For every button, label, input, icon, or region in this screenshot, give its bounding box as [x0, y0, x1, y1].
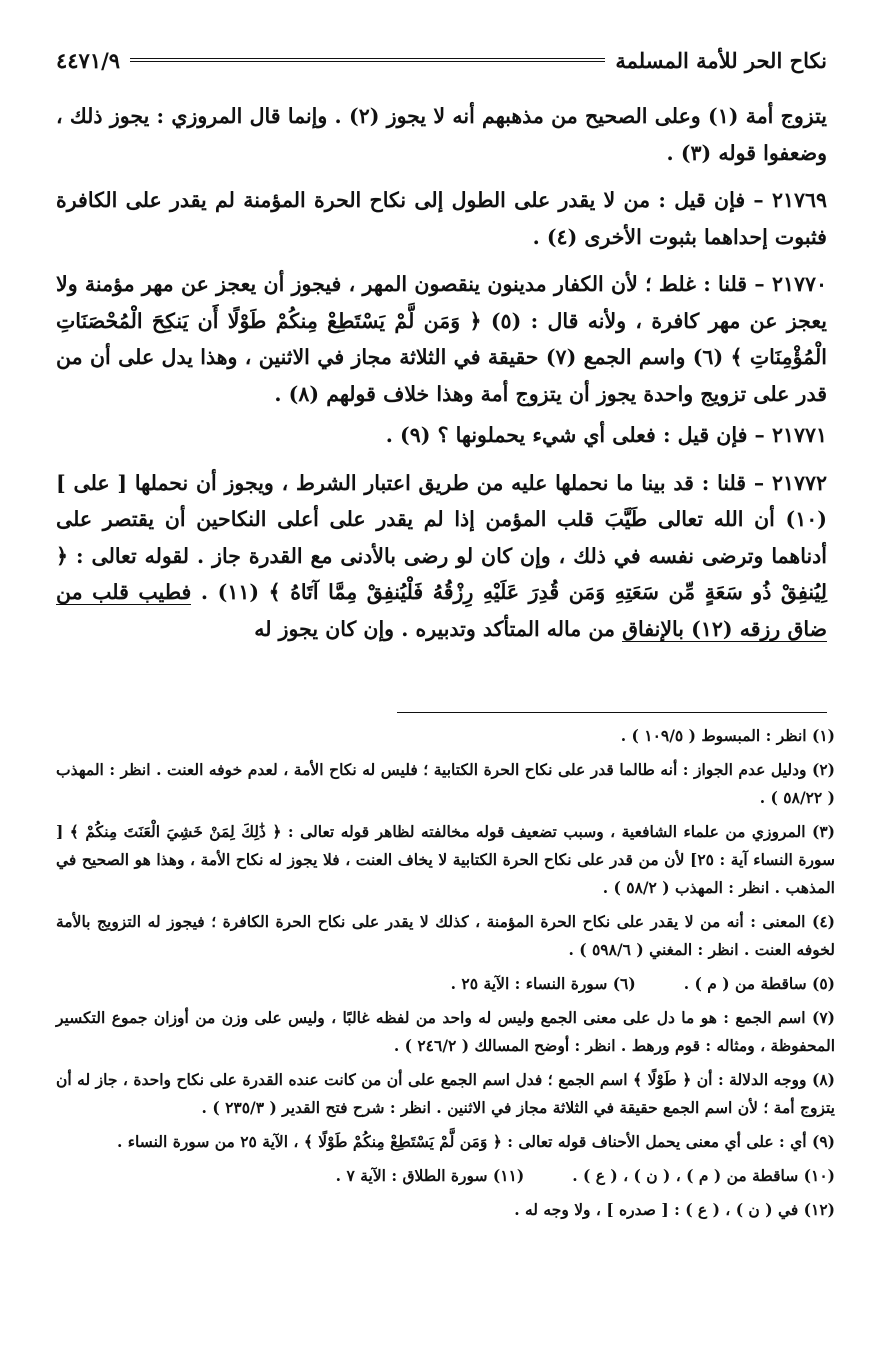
paragraph-text: – فإن قيل : من لا يقدر على الطول إلى نكاح الحرة المؤمنة لم يقدر على الكافرة فثبوت إحداهما بثبوت الأخرى (٤) . [56, 188, 827, 249]
paragraph-text: – قلنا : غلط ؛ لأن الكفار مدينون ينقصون المهر ، فيجوز أن يعجز عن مهر مؤمنة ولا يعجز عن مهر كافرة ، ولأنه قال : (٥) ﴿ وَمَن لَّمْ يَسْتَطِعْ مِنكُمْ طَوْلًا أَن يَنكِحَ الْمُحْصَنَاتِ الْمُؤْمِنَاتِ ﴾ (٦) واسم الجمع (٧) حقيقة في الثلاثة مجاز في الاثنين ، وهذا يدل على أن من قدر على تزويج واحدة يجوز أن يتزوج أمة وهذا خلاف قولهم (٨) . [56, 272, 827, 406]
footnote [56, 722, 835, 750]
paragraph-21769 [56, 182, 827, 255]
footnote-text: (١) انظر : المبسوط ( ١٠٩/٥ ) . [620, 726, 835, 745]
footnote [56, 1004, 835, 1060]
footnote-text: (١٠) ساقطة من ( م ) ، ( ن ) ، ( ع ) . [572, 1166, 835, 1185]
footnote-text: (٦) سورة النساء : الآية ٢٥ . [450, 974, 636, 993]
footnote [56, 1196, 835, 1224]
main-text [56, 98, 827, 647]
page-number: ٤٤٧١/٩ [56, 47, 121, 73]
issue-number: ٢١٧٧١ [771, 423, 827, 447]
footnote-text: (٤) المعنى : أنه من لا يقدر على نكاح الحرة المؤمنة ، كذلك لا يقدر على نكاح الحرة الكافرة ؛ فيجوز له التزويج بالأمة لخوفه العنت . انظر : المغني ( ٥٩٨/٦ ) . [56, 912, 835, 959]
footnote-pair [56, 1162, 835, 1190]
footnote [56, 1066, 835, 1122]
paragraph-text: – فإن قيل : فعلى أي شيء يحملونها ؟ (٩) . [385, 423, 772, 447]
footnote-text: (١٢) في ( ن ) ، ( ع ) : [ صدره ] ، ولا وجه له . [514, 1200, 835, 1219]
issue-number: ٢١٧٦٩ [771, 188, 827, 212]
paragraph-text: من ماله المتأكد وتدبيره . وإن كان يجوز له [254, 616, 623, 641]
issue-number: ٢١٧٧٢ [771, 470, 827, 495]
footnote-pair [56, 970, 835, 998]
paragraph-21770 [56, 266, 827, 412]
footnote-text: (٧) اسم الجمع : هو ما دل على معنى الجمع وليس له واحد من لفظه غالبًا ، وليس على وزن من أوزان جموع التكسير المحفوظة ، ومثاله : قوم ورهط . انظر : أوضح المسالك ( ٢٤٦/٢ ) . [56, 1008, 835, 1055]
footnotes [56, 722, 835, 1230]
footnote-text: (٥) ساقطة من ( م ) . [683, 974, 835, 993]
header-title: نكاح الحر للأمة المسلمة [615, 47, 827, 73]
paragraph-text: – قلنا : قد بينا ما نحملها عليه من طريق اعتبار الشرط ، ويجوز أن نحملها [ على ] (١٠) أن الله تعالى طَيَّبَ قلب المؤمن إذا لم يقدر على أعلى النكاحين أن يقتصر على أدناهما وترضى نفسه في ذلك ، وإن كان لو رضى بالأدنى مع القدرة جاز . لقوله تعالى : ﴿ لِيُنفِقْ ذُو سَعَةٍ مِّن سَعَتِهِ وَمَن قُدِرَ عَلَيْهِ رِزْقُهُ فَلْيُنفِقْ مِمَّا آتَاهُ ﴾ (١١) . [56, 470, 827, 604]
paragraph-21771 [56, 417, 827, 454]
paragraph-text: يتزوج أمة (١) وعلى الصحيح من مذهبهم أنه لا يجوز (٢) . وإنما قال المروزي : يجوز ذلك ، وضعفوا قوله (٣) . [56, 104, 827, 165]
footnote-text: (٣) المروزي من علماء الشافعية ، وسبب تضعيف قوله مخالفته لظاهر قوله تعالى : ﴿ ذَٰلِكَ لِمَنْ خَشِيَ الْعَنَتَ مِنكُمْ ﴾ [ سورة النساء آية : ٢٥] لأن من قدر على نكاح الحرة الكتابية لا يخاف العنت ، فلا يجوز له نكاح الأمة ، وهذا هو الصحيح في المذهب . انظر : المهذب ( ٥٨/٢ ) . [56, 822, 835, 897]
issue-number: ٢١٧٧٠ [771, 272, 827, 296]
footnote-text: (٢) ودليل عدم الجواز : أنه طالما قدر على نكاح الحرة الكتابية ؛ فليس له نكاح الأمة ، لعدم خوفه العنت . انظر : المهذب ( ٥٨/٢٢ ) . [56, 760, 835, 807]
footnote [56, 756, 835, 812]
footnote-text: (٩) أي : على أي معنى يحمل الأحناف قوله تعالى : ﴿ وَمَن لَّمْ يَسْتَطِعْ مِنكُمْ طَوْلًا ﴾ ، الآية ٢٥ من سورة النساء . [116, 1132, 835, 1151]
footnote [56, 908, 835, 964]
footnote-text: (١١) سورة الطلاق : الآية ٧ . [335, 1166, 525, 1185]
footnote [56, 818, 835, 902]
paragraph-21772 [56, 465, 827, 648]
running-header [56, 46, 827, 74]
underlined-text: فطيب قلب من ضاق رزقه (١٢) بالإنفاق [56, 580, 827, 641]
footnote [56, 1128, 835, 1156]
footnote-separator [397, 712, 827, 713]
paragraph-intro [56, 98, 827, 171]
footnote-text: (٨) ووجه الدلالة : أن ﴿ طَوْلًا ﴾ اسم الجمع ؛ فدل اسم الجمع على أن من كانت عنده القدرة على نكاح واحدة ، جاز له أن يتزوج أمة ؛ لأن اسم الجمع حقيقة في الثلاثة مجاز في الاثنين . انظر : شرح فتح القدير ( ٢٣٥/٣ ) . [56, 1070, 835, 1117]
header-rule [130, 58, 605, 62]
